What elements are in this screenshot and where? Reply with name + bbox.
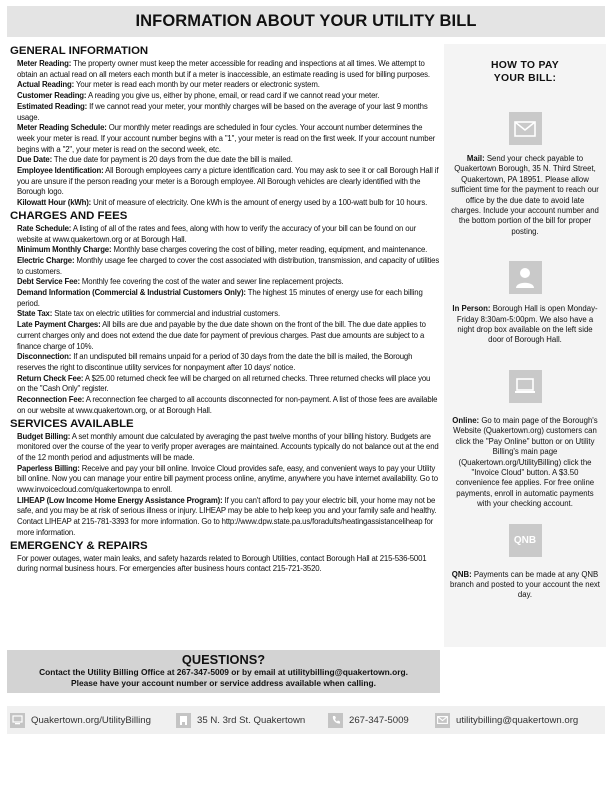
charges-item (17, 320, 440, 352)
charges-term: Minimum Monthly Charge: (17, 245, 112, 255)
pay-person-body: Borough Hall is open Monday-Friday 8:30am-5:00pm. We also have a night drop box available on the left side door of Borough Hall. (456, 304, 598, 345)
general-term: Employee Identification: (17, 166, 104, 176)
pay-person-label: In Person: (452, 304, 491, 314)
pay-mail-label: Mail: (466, 154, 485, 163)
charges-text: The highest 15 minutes of energy use for each billing period. (17, 288, 423, 308)
charges-text: Monthly fee covering the cost of the water and sewer line replacement projects. (79, 277, 344, 287)
envelope-icon (509, 112, 542, 145)
services-heading: SERVICES AVAILABLE (10, 417, 134, 430)
general-heading: GENERAL INFORMATION (10, 45, 149, 57)
charges-text: State tax on electric utilities for commercial and industrial customers. (52, 309, 281, 319)
pay-person-text (444, 304, 606, 346)
general-item (17, 198, 440, 209)
general-item (17, 166, 440, 198)
footer-address (176, 713, 320, 728)
charges-term: Disconnection: (17, 352, 72, 362)
footer-email[interactable] (435, 713, 578, 728)
general-term: Meter Reading: (17, 59, 72, 68)
footer-address-text: 35 N. 3rd St. Quakertown (197, 714, 306, 726)
services-item (17, 496, 440, 539)
pay-qnb-body: Payments can be made at any QNB branch and posted to your account the next day. (450, 569, 600, 600)
general-term: Kilowatt Hour (kWh): (17, 198, 92, 208)
pay-sidebar (444, 44, 606, 647)
general-item (17, 102, 440, 123)
qnb-logo-text: QNB (513, 534, 537, 546)
general-list (10, 59, 440, 209)
pay-mail-text (444, 154, 606, 237)
charges-item (17, 277, 440, 288)
general-item (17, 80, 440, 91)
charges-item (17, 224, 440, 245)
info-column (10, 44, 440, 647)
charges-term: Demand Information (Commercial & Industrial Customers Only): (17, 288, 246, 298)
pay-heading-line2: YOUR BILL: (493, 73, 557, 84)
pay-mail-body: Send your check payable to Quakertown Borough, 35 N. Third Street, Quakertown, PA 18951. Please allow sufficient time for the payment to reach our office by the due date to avoid late charges. Include your account number and the bottom portion of the bill for proper posting. (451, 154, 599, 236)
charges-item (17, 288, 440, 309)
charges-term: Rate Schedule: (17, 223, 72, 233)
charges-item (17, 395, 440, 416)
general-item (17, 91, 440, 102)
general-term: Due Date: (17, 155, 53, 165)
pay-qnb-text (444, 570, 606, 601)
services-text: A set monthly amount due calculated by averaging the past twelve months of your billing history. Budgets are monitored over the course of the year to verify proper averages are maintained. Accounts typically do not balance out at the end of the 12 month period and adjustments will be made. (17, 431, 439, 462)
charges-term: Reconnection Fee: (17, 395, 85, 405)
questions-line1: Contact the Utility Billing Office at 267-347-5009 or by email at utilitybilling@quakertown.org. (39, 667, 408, 677)
questions-line2: Please have your account number or service address available when calling. (71, 677, 376, 688)
person-icon (509, 261, 542, 294)
pay-online-label: Online: (452, 415, 480, 425)
phone-icon (328, 713, 343, 728)
charges-list (10, 224, 440, 417)
general-text: Unit of measure of electricity. One kWh is the amount of energy used by a 100-watt bulb for 10 hours. (91, 198, 428, 208)
general-term: Estimated Reading: (17, 101, 88, 111)
charges-text: A $25.00 returned check fee will be charged on all returned checks. Three returned checks will place you on the "Cash Only" register. (17, 373, 431, 394)
emergency-text: For power outages, water main leaks, and safety hazards related to Borough Utilities, contact Borough Hall at 215-536-5001 during normal business hours. For emergencies after business hours contact 215-721-3520. (17, 553, 427, 574)
general-item (17, 59, 440, 80)
general-term: Meter Reading Schedule: (17, 123, 107, 133)
charges-text: If an undisputed bill remains unpaid for a period of 30 days from the date the bill is mailed, the Borough reserves the right to discontinue utility services for nonpayment after 10 days' notice. (17, 352, 413, 372)
services-item (17, 432, 440, 464)
general-text: Our monthly meter readings are scheduled in four cycles. Your account number determines the week your meter is read. If your account number begins with a "1", your meter is read on the first week. If your account number begins with a "2", your meter is read on the second week, etc. (17, 123, 436, 154)
monitor-icon (10, 713, 25, 728)
footer-website-text: Quakertown.org/UtilityBilling (31, 714, 151, 726)
general-text: A reading you give us, either by phone, email, or read card if we cannot read your meter. (86, 91, 380, 101)
footer-website[interactable] (10, 713, 170, 728)
general-text: The due date for payment is 20 days from the due date the bill is mailed. (52, 155, 293, 165)
general-text: If we cannot read your meter, your monthly charges will be based on the average of your last 9 months usage. (17, 101, 428, 122)
footer-email-text: utilitybilling@quakertown.org (456, 714, 579, 726)
charges-term: Late Payment Charges: (17, 320, 101, 330)
services-list (10, 432, 440, 539)
charges-term: Debt Service Fee: (17, 277, 80, 287)
services-item (17, 464, 440, 496)
general-text: The property owner must keep the meter accessible for reading and inspections at all times. We attempt to obtain an actual read on all meters each month but if a meter is inaccessible, an estimate reading is used for billing purposes. (17, 59, 430, 79)
pay-heading-line1: HOW TO PAY (490, 60, 560, 71)
emergency-heading: EMERGENCY & REPAIRS (10, 539, 148, 552)
charges-item (17, 256, 440, 277)
pay-heading (444, 59, 606, 85)
footer-phone-text: 267-347-5009 (349, 714, 409, 726)
general-text: All Borough employees carry a picture identification card. You may ask to see it or call Borough Hall if you are unsure if the person reading your meter is a Borough employee. All Borough vehicles are clearly identified with the Borough logo. (17, 166, 439, 197)
pay-online-body: Go to main page of the Borough's Website (Quakertown.org) customers can click the "Pay Online" button or on Utility Billing's main page (Quakertown.org/UtilityBilling) click the "Invoice Cloud" button. A $3.50 convenience fee applies. For free online payments, enroll in automatic payments with your checking account. (453, 415, 598, 509)
pay-online-text (444, 416, 606, 510)
page-title: INFORMATION ABOUT YOUR UTILITY BILL (7, 6, 605, 37)
services-term: Budget Billing: (17, 431, 71, 441)
general-term: Actual Reading: (17, 80, 75, 90)
charges-term: Return Check Fee: (17, 373, 84, 383)
charges-item (17, 352, 440, 373)
services-term: LIHEAP (Low Income Home Energy Assistance Program): (17, 495, 223, 505)
services-text: If you can't afford to pay your electric bill, your home may not be safe, and you may be at risk of serious illness or injury. LIHEAP may be able to help keep you and your family safe and healthy. Contact LIHEAP at 215-781-3393 for more information. Go to http://www.dpw.state.pa.us/foradults/heatingassistanceliheap for more information. (17, 495, 437, 537)
general-item (17, 123, 440, 155)
charges-term: State Tax: (17, 309, 53, 319)
charges-item (17, 245, 440, 256)
general-item (17, 155, 440, 166)
services-text: Receive and pay your bill online. Invoice Cloud provides safe, easy, and convenient ways to pay your Utility bill online. Now you can manage your entire bill payment process online, anytime, anywhere you have internet availability. Go to www.invoicecloud.com/quakertownpa to enroll. (17, 463, 438, 495)
charges-text: A reconnection fee charged to all accounts disconnected for non-payment. A list of those fees are available on our website at www.quakertown.org, or at Borough Hall. (17, 395, 438, 415)
footer-phone[interactable] (328, 713, 426, 728)
charges-heading: CHARGES AND FEES (10, 209, 128, 222)
charges-text: All bills are due and payable by the due date shown on the front of the bill. The due date applies to current charges only and does not extend the due date for payment of previous charges. Past due amounts are subject to a finance charge of 10%. (17, 320, 426, 351)
qnb-logo (509, 524, 542, 557)
charges-item (17, 374, 440, 395)
pay-qnb-label: QNB: (451, 569, 472, 579)
charges-text: Monthly base charges covering the cost of billing, meter reading, equipment, and maintenance. (111, 245, 428, 255)
mail-icon (435, 713, 450, 728)
general-text: Your meter is read each month by our meter readers or electronic system. (74, 80, 320, 90)
footer (7, 706, 605, 734)
charges-text: Monthly usage fee charged to cover the cost associated with distribution, transmission, and capacity of utilities to customers. (17, 255, 440, 276)
charges-item (17, 309, 440, 320)
general-term: Customer Reading: (17, 91, 87, 101)
charges-text: A listing of all of the rates and fees, along with how to verify the accuracy of your bill can be found on our website at www.quakertown.org or at Borough Hall. (17, 223, 417, 244)
services-term: Paperless Billing: (17, 463, 80, 473)
laptop-icon (509, 370, 542, 403)
questions-box (7, 650, 440, 693)
charges-term: Electric Charge: (17, 255, 75, 265)
questions-title: QUESTIONS? (181, 652, 266, 667)
building-icon (176, 713, 191, 728)
